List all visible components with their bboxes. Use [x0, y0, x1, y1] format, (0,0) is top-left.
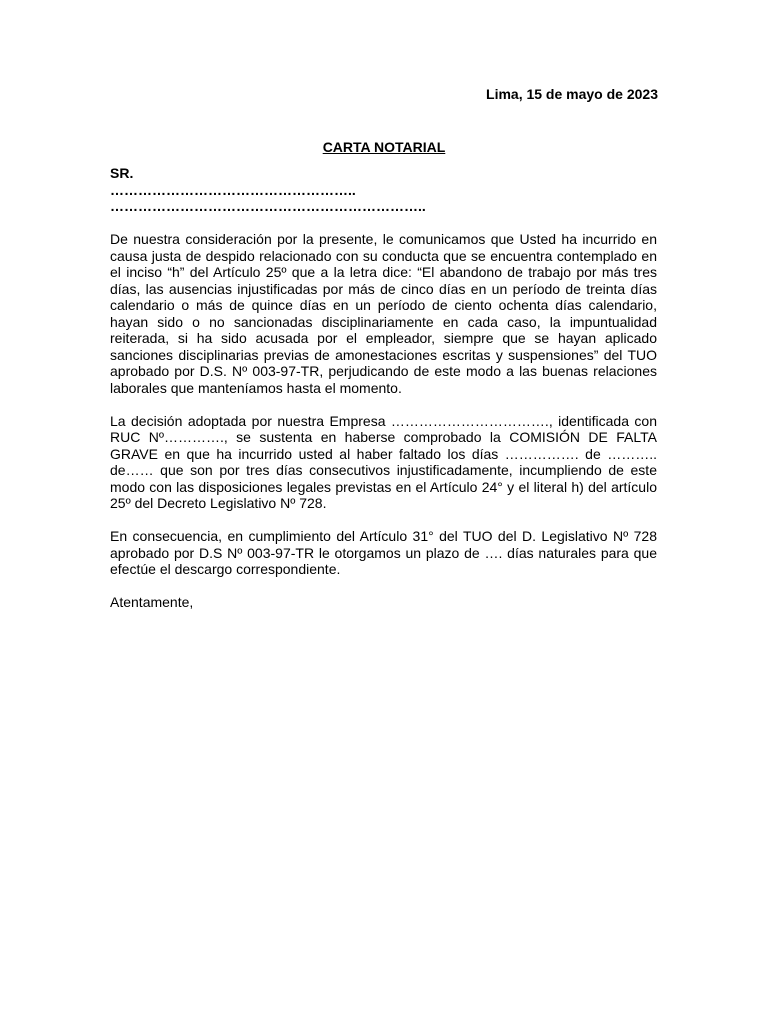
letter-date: Lima, 15 de mayo de 2023	[486, 86, 658, 102]
body-paragraph-1: De nuestra consideración por la presente, le comunicamos que Usted ha incurrido en causa justa de despido relacionado con su conducta que se encuentra contemplado en el inciso “h” del Artículo 25º que a la letra dice: “El abandono de trabajo por más tres días, las ausencias injustificadas por más de cinco días en un período de treinta días calendario o más de quince días en un período de ciento ochenta días calendario, hayan sido o no sancionadas disciplinariamente en cada caso, la impuntualidad reiterada, si ha sido acusada por el empleador, siempre que se hayan aplicado sanciones disciplinarias previas de amonestaciones escritas y suspensiones” del TUO aprobado por D.S. Nº 003-97-TR, perjudicando de este modo a las buenas relaciones laborales que manteníamos hasta el momento.	[110, 231, 657, 396]
body-paragraph-3: En consecuencia, en cumplimiento del Artículo 31° del TUO del D. Legislativo Nº 728 aprobado por D.S Nº 003-97-TR le otorgamos un plazo de …. días naturales para que efectúe el descargo correspondiente.	[110, 528, 657, 577]
letter-body	[110, 231, 657, 627]
recipient-address-placeholder: …………………………………………………………..	[110, 198, 426, 214]
body-paragraph-2: La decisión adoptada por nuestra Empresa ……………………………., identificada con RUC Nº…………., se sustenta en haberse comprobado la COMISIÓN DE FALTA GRAVE en que ha incurrido usted al haber faltado los días ……………. de ……….. de…… que son por tres días consecutivos injustificadamente, incumpliendo de este modo con las disposiciones legales previstas en el Artículo 24° y el literal h) del artículo 25º del Decreto Legislativo Nº 728.	[110, 412, 657, 511]
letter-title: CARTA NOTARIAL	[322, 139, 446, 155]
letter-closing: Atentamente,	[110, 594, 194, 610]
recipient-block	[110, 165, 426, 215]
recipient-salutation: SR.	[110, 165, 134, 181]
recipient-name-placeholder: ……………………………………………..	[110, 181, 356, 198]
